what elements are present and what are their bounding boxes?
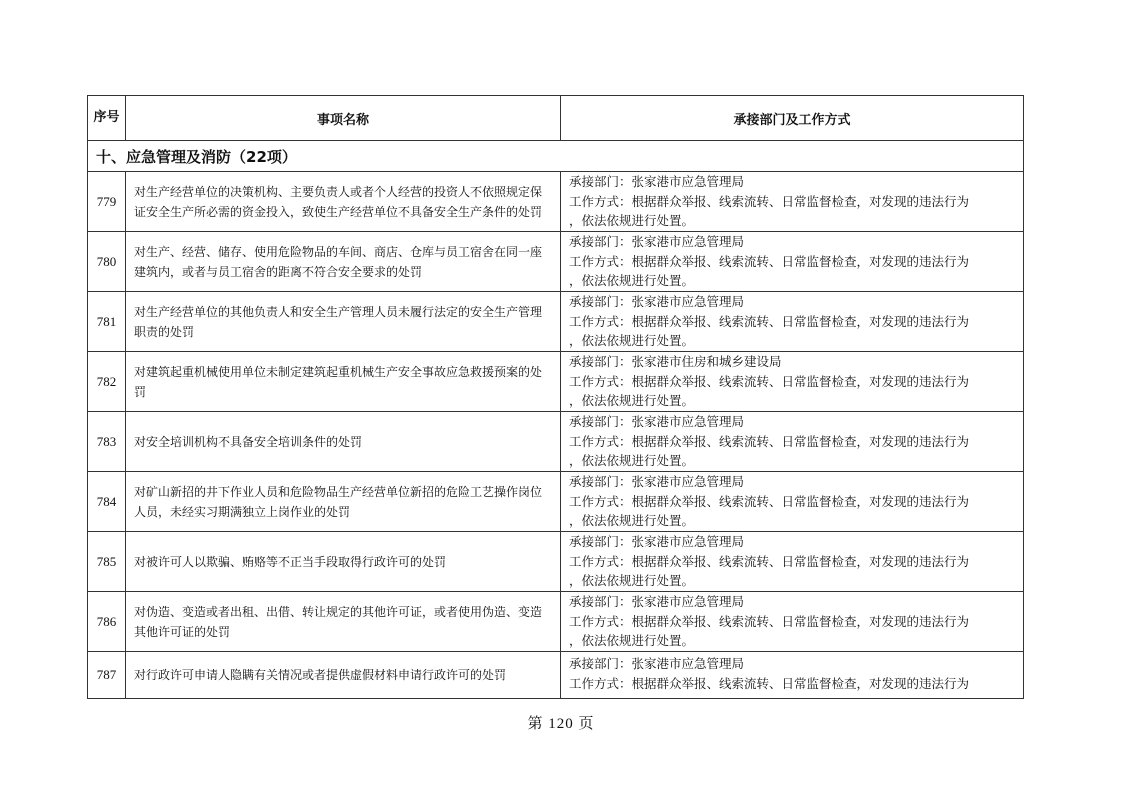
table-row <box>88 232 1024 292</box>
row-number: 781 <box>88 292 126 352</box>
dept-cell <box>561 292 1024 352</box>
method-line: 工作方式：根据群众举报、线索流转、日常监督检查，对发现的违法行为 <box>569 433 970 449</box>
matter-name: 对安全培训机构不具备安全培训条件的处罚 <box>126 412 561 472</box>
row-number: 787 <box>88 652 126 699</box>
dept-cell <box>561 412 1024 472</box>
dept-line: 承接部门：张家港市住房和城乡建设局 <box>569 354 782 370</box>
matter-name: 对生产经营单位的其他负责人和安全生产管理人员未履行法定的安全生产管理职责的处罚 <box>126 292 561 352</box>
row-number: 782 <box>88 352 126 412</box>
dept-cell <box>561 472 1024 532</box>
table-row <box>88 172 1024 232</box>
row-number: 780 <box>88 232 126 292</box>
row-number: 786 <box>88 592 126 652</box>
table-row <box>88 532 1024 592</box>
method-line-cont: ，依法依规进行处置。 <box>569 513 695 529</box>
method-line-cont: ，依法依规进行处置。 <box>569 333 695 349</box>
table-row <box>88 412 1024 472</box>
header-seq: 序号 <box>88 96 126 141</box>
row-number: 785 <box>88 532 126 592</box>
method-line: 工作方式：根据群众举报、线索流转、日常监督检查，对发现的违法行为 <box>569 675 970 691</box>
dept-cell <box>561 352 1024 412</box>
row-number: 783 <box>88 412 126 472</box>
method-line: 工作方式：根据群众举报、线索流转、日常监督检查，对发现的违法行为 <box>569 553 970 569</box>
dept-cell <box>561 532 1024 592</box>
matter-name: 对矿山新招的井下作业人员和危险物品生产经营单位新招的危险工艺操作岗位人员，未经实习期满独立上岗作业的处罚 <box>126 472 561 532</box>
method-line-cont: ，依法依规进行处置。 <box>569 393 695 409</box>
matters-table <box>87 95 1024 699</box>
matter-name: 对伪造、变造或者出租、出借、转让规定的其他许可证，或者使用伪造、变造其他许可证的处罚 <box>126 592 561 652</box>
dept-line: 承接部门：张家港市应急管理局 <box>569 294 745 310</box>
matter-name: 对行政许可申请人隐瞒有关情况或者提供虚假材料申请行政许可的处罚 <box>126 652 561 699</box>
dept-cell <box>561 232 1024 292</box>
method-line: 工作方式：根据群众举报、线索流转、日常监督检查，对发现的违法行为 <box>569 193 970 209</box>
dept-line: 承接部门：张家港市应急管理局 <box>569 656 745 671</box>
table-body <box>88 172 1024 699</box>
table-row <box>88 472 1024 532</box>
dept-cell <box>561 652 1024 699</box>
dept-line: 承接部门：张家港市应急管理局 <box>569 234 745 250</box>
method-line: 工作方式：根据群众举报、线索流转、日常监督检查，对发现的违法行为 <box>569 373 970 389</box>
method-line-cont: ，依法依规进行处置。 <box>569 273 695 289</box>
section-title: 十、应急管理及消防（22项） <box>88 141 1024 172</box>
dept-line: 承接部门：张家港市应急管理局 <box>569 414 745 430</box>
row-number: 784 <box>88 472 126 532</box>
table-row <box>88 352 1024 412</box>
method-line-cont: ，依法依规进行处置。 <box>569 213 695 229</box>
header-name: 事项名称 <box>126 96 561 141</box>
matter-name: 对建筑起重机械使用单位未制定建筑起重机械生产安全事故应急救援预案的处罚 <box>126 352 561 412</box>
dept-cell <box>561 172 1024 232</box>
dept-cell <box>561 592 1024 652</box>
method-line: 工作方式：根据群众举报、线索流转、日常监督检查，对发现的违法行为 <box>569 253 970 269</box>
header-dept: 承接部门及工作方式 <box>561 96 1024 141</box>
matter-name: 对生产、经营、储存、使用危险物品的车间、商店、仓库与员工宿舍在同一座建筑内，或者与员工宿舍的距离不符合安全要求的处罚 <box>126 232 561 292</box>
table-row <box>88 592 1024 652</box>
table-row <box>88 292 1024 352</box>
method-line: 工作方式：根据群众举报、线索流转、日常监督检查，对发现的违法行为 <box>569 613 970 629</box>
section-row <box>88 141 1024 172</box>
method-line: 工作方式：根据群众举报、线索流转、日常监督检查，对发现的违法行为 <box>569 313 970 329</box>
method-line-cont: ，依法依规进行处置。 <box>569 633 695 649</box>
dept-line: 承接部门：张家港市应急管理局 <box>569 534 745 550</box>
method-line-cont: ，依法依规进行处置。 <box>569 453 695 469</box>
matter-name: 对生产经营单位的决策机构、主要负责人或者个人经营的投资人不依照规定保证安全生产所必需的资金投入，致使生产经营单位不具备安全生产条件的处罚 <box>126 172 561 232</box>
dept-line: 承接部门：张家港市应急管理局 <box>569 594 745 610</box>
table-row <box>88 652 1024 699</box>
method-line: 工作方式：根据群众举报、线索流转、日常监督检查，对发现的违法行为 <box>569 493 970 509</box>
matter-name: 对被许可人以欺骗、贿赂等不正当手段取得行政许可的处罚 <box>126 532 561 592</box>
dept-line: 承接部门：张家港市应急管理局 <box>569 174 745 190</box>
table-header-row <box>88 96 1024 141</box>
dept-line: 承接部门：张家港市应急管理局 <box>569 474 745 490</box>
page-number: 第 120 页 <box>527 716 595 732</box>
row-number: 779 <box>88 172 126 232</box>
method-line-cont: ，依法依规进行处置。 <box>569 573 695 589</box>
